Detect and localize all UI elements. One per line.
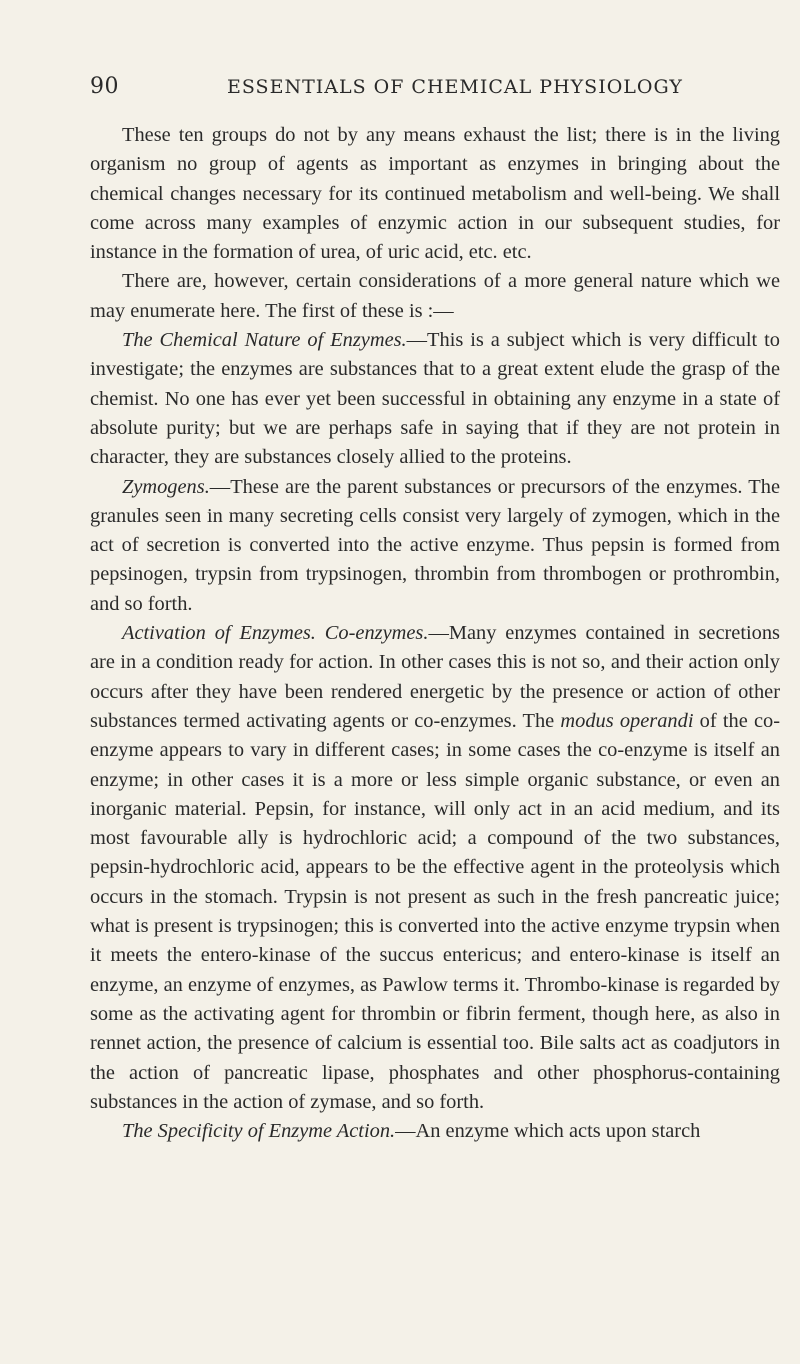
section-heading: Activation of Enzymes. Co-enzymes. xyxy=(122,622,429,645)
running-title: ESSENTIALS OF CHEMICAL PHYSIOLOGY xyxy=(227,76,683,98)
paragraph xyxy=(90,267,780,326)
section-heading: The Specificity of Enzyme Action. xyxy=(122,1120,396,1143)
section-paragraph xyxy=(90,326,780,472)
paragraph xyxy=(90,121,780,267)
page-header xyxy=(90,74,740,104)
section-paragraph xyxy=(90,473,780,619)
paragraph-text: —An enzyme which acts upon starch xyxy=(395,1120,701,1143)
paragraph-text: —This is a subject which is very difficult to investigate; the enzymes are substances that to a great extent elude the grasp of the chemist. No one has ever yet been successful in obtaining any enzyme in a state of absolute purity; but we are perhaps safe in saying that if they are not protein in character, they are substances closely allied to the proteins. xyxy=(90,329,780,469)
section-heading: The Chemical Nature of Enzymes. xyxy=(122,329,407,352)
paragraph-text: of the co-enzyme appears to vary in different cases; in some cases the co-enzyme is itself an enzyme; in other cases it is a more or less simple organic substance, or even an inorganic material. Pepsin, for instance, will only act in an acid medium, and its most favourable ally is hydrochloric acid; a compound of the two substances, pepsin-hydrochloric acid, appears to be the effective agent in the proteolysis which occurs in the stomach. Trypsin is not present as such in the fresh pancreatic juice; what is present is trypsinogen; this is converted into the active enzyme trypsin when it meets the entero-kinase of the succus entericus; and entero-kinase is itself an enzyme, an enzyme of enzymes, as Pawlow terms it. Thrombo-kinase is regarded by some as the activating agent for thrombin or fibrin ferment, though here, as also in rennet action, the presence of calcium is essential too. Bile salts act as coadjutors in the action of pancreatic lipase, phosphates and other phosphorus-containing substances in the action of zymase, and so forth. xyxy=(90,709,780,1113)
body-text xyxy=(90,121,780,1146)
section-paragraph xyxy=(90,1117,780,1146)
section-heading: Zymogens. xyxy=(122,475,210,498)
paragraph-text: These ten groups do not by any means exhaust the list; there is in the living organism no group of agents as important as enzymes in bringing about the chemical changes necessary for its continued metabolism and well-being. We shall come across many examples of enzymic action in our subsequent studies, for instance in the formation of urea, of uric acid, etc. etc. xyxy=(90,124,780,264)
paragraph-text: —These are the parent substances or precursors of the enzymes. The granules seen in many secreting cells consist very largely of zymogen, which in the act of secretion is converted into the active enzyme. Thus pepsin is formed from pepsinogen, trypsin from trypsinogen, thrombin from thrombogen or prothrombin, and so forth. xyxy=(90,475,780,615)
italic-phrase: modus operandi xyxy=(560,709,694,732)
paragraph-text: —Many enzymes contained in secretions are in a condition ready for action. In other cases this is not so, and their action only occurs after they have been rendered energetic by the presence or action of other substances termed activating agents or co-enzymes. The xyxy=(90,622,780,732)
section-paragraph xyxy=(90,619,780,1117)
page-number: 90 xyxy=(90,74,119,99)
paragraph-text: There are, however, certain considerations of a more general nature which we may enumerate here. The first of these is :— xyxy=(90,270,780,322)
